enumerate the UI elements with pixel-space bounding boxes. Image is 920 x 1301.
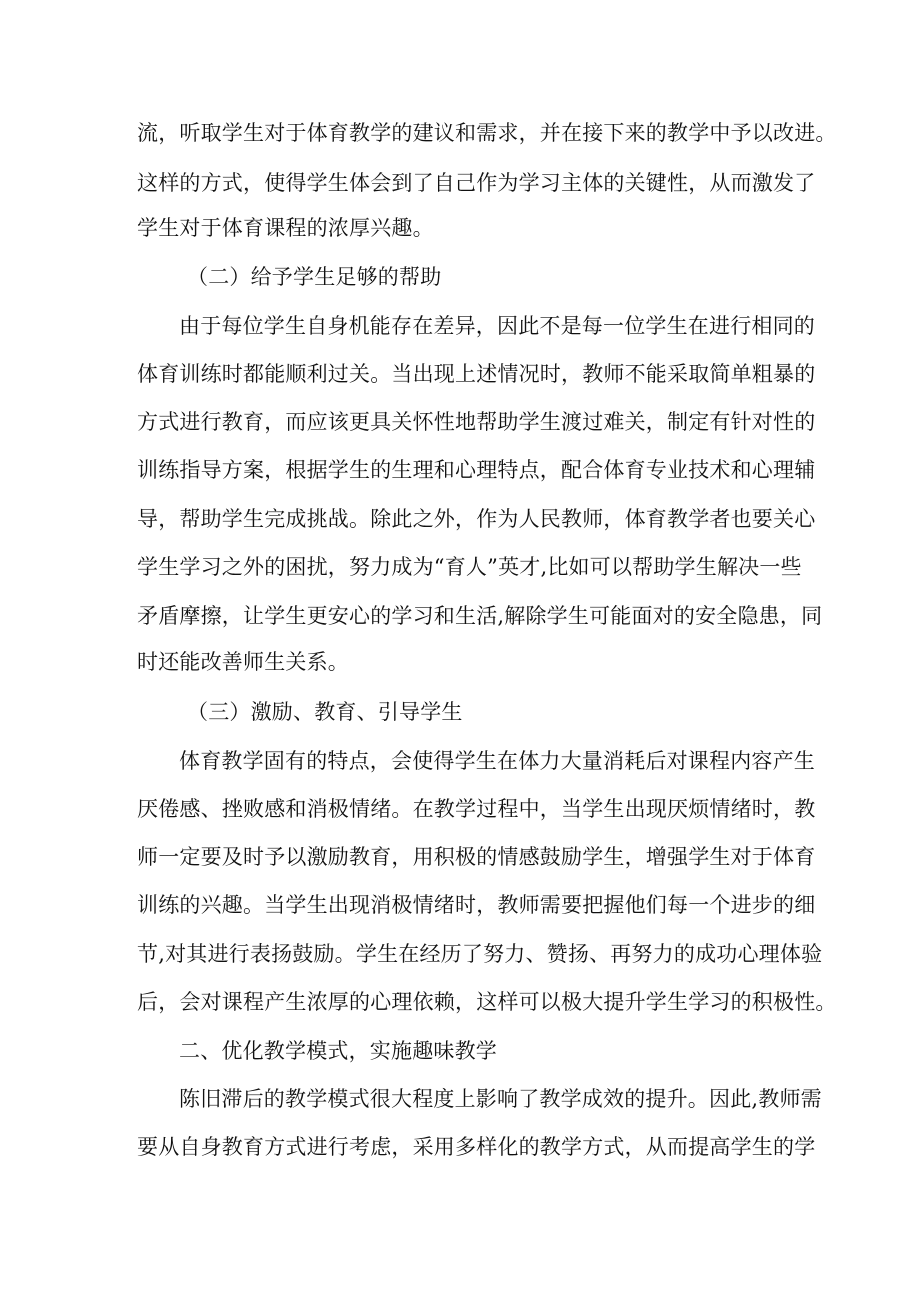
body-text-line: 学生学习之外的困扰，努力成为“育人”英才,比如可以帮助学生解决一些 [137,555,802,579]
body-text-line: 这样的方式，使得学生体会到了自己作为学习主体的关键性，从而激发了 [137,171,816,195]
section-heading: （三）激励、教育、引导学生 [187,700,463,724]
paragraph-first-line: 由于每位学生自身机能存在差异，因此不是每一位学生在进行相同的 [179,314,815,338]
body-text-line: 节,对其进行表扬鼓励。学生在经历了努力、赞扬、再努力的成功心理体验 [137,942,823,966]
body-text-line: 训练指导方案，根据学生的生理和心理特点，配合体育专业技术和心理辅 [137,458,816,482]
body-text-line: 导，帮助学生完成挑战。除此之外，作为人民教师，体育教学者也要关心 [137,507,816,531]
section-heading: 二、优化教学模式，实施趣味教学 [179,1039,497,1063]
body-text-line: 要从自身教育方式进行考虑，采用多样化的教学方式，从而提高学生的学 [137,1135,816,1159]
body-text-line: 矛盾摩擦，让学生更安心的学习和生活,解除学生可能面对的安全隐患，同 [137,604,823,628]
body-text-line: 后，会对课程产生浓厚的心理依赖，这样可以极大提升学生学习的积极性。 [137,990,837,1014]
body-text-line: 流，听取学生对于体育教学的建议和需求，并在接下来的教学中予以改进。 [137,121,837,145]
paragraph-first-line: 体育教学固有的特点，会使得学生在体力大量消耗后对课程内容产生 [179,749,815,773]
body-text-line: 厌倦感、挫败感和消极情绪。在教学过程中，当学生出现厌烦情绪时，教 [137,797,816,821]
body-text-line: 方式进行教育，而应该更具关怀性地帮助学生渡过难关，制定有针对性的 [137,410,816,434]
body-text-line: 时还能改善师生关系。 [137,650,349,674]
paragraph-first-line: 陈旧滞后的教学模式很大程度上影响了教学成效的提升。因此,教师需 [179,1087,822,1111]
body-text-line: 训练的兴趣。当学生出现消极情绪时，教师需要把握他们每一个进步的细 [137,893,816,917]
body-text-line: 师一定要及时予以激励教育，用积极的情感鼓励学生，增强学生对于体育 [137,845,816,869]
body-text-line: 体育训练时都能顺利过关。当出现上述情况时，教师不能采取简单粗暴的 [137,362,816,386]
section-heading: （二）给予学生足够的帮助 [187,265,442,289]
body-text-line: 学生对于体育课程的浓厚兴趣。 [137,216,434,240]
